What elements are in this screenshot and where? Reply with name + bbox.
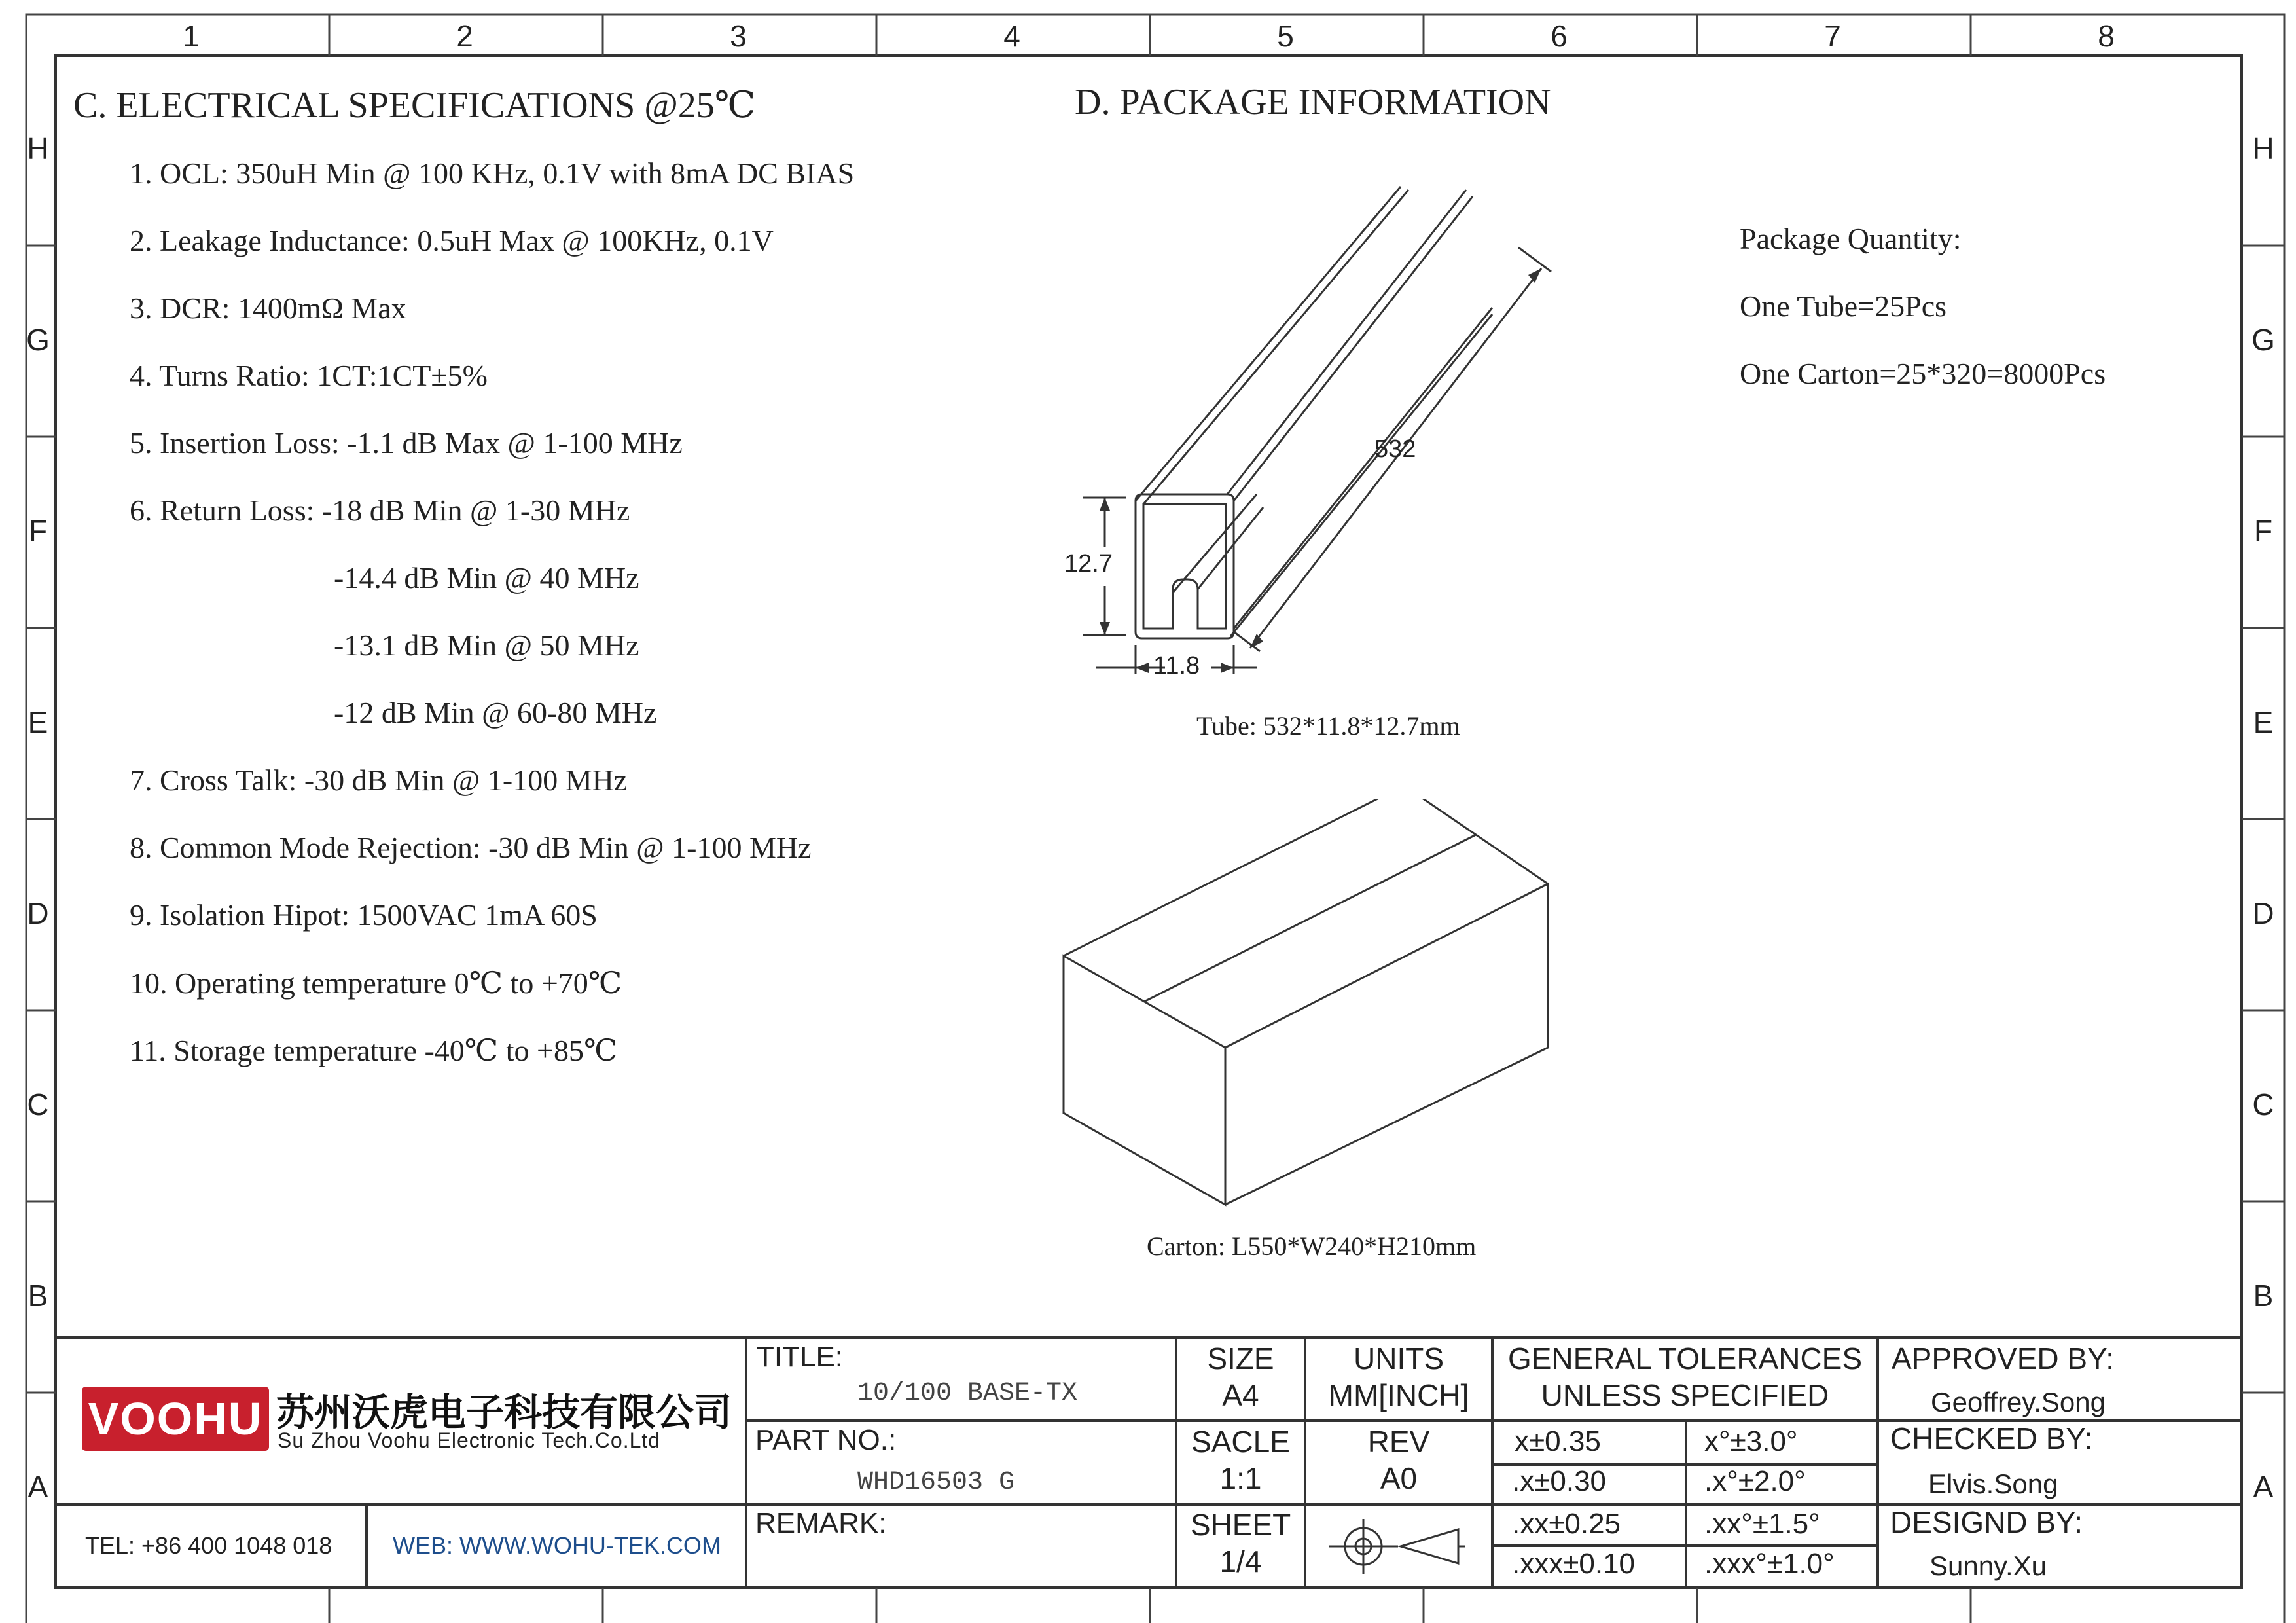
units-value: MM[INCH] <box>1328 1378 1469 1412</box>
tolerance-angular-2: .xx°±1.5° <box>1704 1508 1820 1540</box>
scale-value: 1:1 <box>1219 1461 1262 1495</box>
carton-drawing <box>1047 799 1571 1224</box>
tolerance-linear-1: .x±0.30 <box>1512 1465 1607 1497</box>
units-label: UNITS <box>1354 1341 1444 1376</box>
left-zone-ticks <box>26 246 56 1393</box>
zone-col-5: 5 <box>1277 19 1294 53</box>
contact-tel: TEL: +86 400 1048 018 <box>85 1532 332 1559</box>
dim-tube-height: 12.7 <box>1064 550 1113 577</box>
spec-item-dcr: 3. DCR: 1400mΩ Max <box>130 291 406 325</box>
zone-col-8: 8 <box>2098 19 2115 53</box>
checked-by-value: Elvis.Song <box>1928 1468 2058 1499</box>
zone-row-b-left: B <box>27 1279 48 1313</box>
zone-row-d-left: D <box>27 896 49 930</box>
approved-by-label: APPROVED BY: <box>1892 1341 2115 1376</box>
tolerance-angular-0: x°±3.0° <box>1704 1425 1798 1457</box>
zone-row-g-right: G <box>2251 323 2275 357</box>
dim-tube-width: 11.8 <box>1153 652 1200 680</box>
part-no-label: PART NO.: <box>755 1424 897 1456</box>
rev-value: A0 <box>1380 1461 1418 1495</box>
spec-item-leakage: 2. Leakage Inductance: 0.5uH Max @ 100KHz, 0.1V <box>130 224 774 257</box>
designed-by-value: Sunny.Xu <box>1929 1550 2047 1581</box>
zone-col-1: 1 <box>183 19 200 53</box>
zone-row-d-right: D <box>2252 896 2274 930</box>
spec-item-return-loss-50: -13.1 dB Min @ 50 MHz <box>334 629 639 662</box>
part-no-value: WHD16503 G <box>857 1468 1015 1497</box>
zone-row-e-left: E <box>27 705 48 739</box>
sheet-value: 1/4 <box>1219 1544 1262 1578</box>
tube-caption: Tube: 532*11.8*12.7mm <box>1196 711 1460 740</box>
company-name-en: Su Zhou Voohu Electronic Tech.Co.Ltd <box>278 1429 661 1452</box>
right-zone-ticks <box>2242 246 2284 1393</box>
company-name-cn: 苏州沃虎电子科技有限公司 <box>276 1391 732 1434</box>
tolerance-angular-1: .x°±2.0° <box>1704 1465 1806 1497</box>
spec-item-ocl: 1. OCL: 350uH Min @ 100 KHz, 0.1V with 8mA DC BIAS <box>130 156 855 190</box>
tube-quantity: One Tube=25Pcs <box>1740 289 1947 323</box>
spec-item-turns-ratio: 4. Turns Ratio: 1CT:1CT±5% <box>130 359 488 392</box>
zone-row-e-right: E <box>2253 705 2274 739</box>
spec-item-return-loss-40: -14.4 dB Min @ 40 MHz <box>334 561 639 594</box>
tolerance-angular-3: .xxx°±1.0° <box>1704 1548 1835 1580</box>
remark-label: REMARK: <box>755 1507 887 1539</box>
electrical-spec-title: C. ELECTRICAL SPECIFICATIONS @25℃ <box>73 85 756 126</box>
zone-row-c-left: C <box>27 1087 49 1122</box>
spec-item-cross-talk: 7. Cross Talk: -30 dB Min @ 1-100 MHz <box>130 763 628 797</box>
title-label: TITLE: <box>757 1341 844 1373</box>
contact-web-link[interactable]: WEB: WWW.WOHU-TEK.COM <box>393 1532 721 1559</box>
spec-item-storage-temp: 11. Storage temperature -40℃ to +85℃ <box>130 1034 618 1067</box>
dim-tube-length: 532 <box>1374 435 1416 463</box>
zone-row-h-left: H <box>27 132 49 166</box>
designed-by-label: DESIGND BY: <box>1890 1505 2083 1539</box>
zone-col-3: 3 <box>730 19 747 53</box>
spec-item-operating-temp: 10. Operating temperature 0℃ to +70℃ <box>130 966 622 1000</box>
rev-label: REV <box>1367 1425 1430 1459</box>
size-label: SIZE <box>1207 1341 1274 1376</box>
bottom-zone-ticks <box>329 1588 1971 1623</box>
tolerance-title-2: UNLESS SPECIFIED <box>1541 1378 1829 1412</box>
spec-item-return-loss-60-80: -12 dB Min @ 60-80 MHz <box>334 696 657 729</box>
zone-col-2: 2 <box>456 19 473 53</box>
zone-col-4: 4 <box>1003 19 1020 53</box>
zone-col-6: 6 <box>1551 19 1568 53</box>
carton-caption: Carton: L550*W240*H210mm <box>1147 1231 1477 1261</box>
spec-item-hipot: 9. Isolation Hipot: 1500VAC 1mA 60S <box>130 898 598 932</box>
zone-row-c-right: C <box>2252 1087 2274 1122</box>
zone-col-7: 7 <box>1824 19 1841 53</box>
zone-row-h-right: H <box>2252 132 2274 166</box>
top-zone-ticks <box>329 14 1971 56</box>
spec-item-insertion-loss: 5. Insertion Loss: -1.1 dB Max @ 1-100 MHz <box>130 426 683 460</box>
spec-item-cmr: 8. Common Mode Rejection: -30 dB Min @ 1-100 MHz <box>130 831 812 864</box>
zone-row-f-left: F <box>28 514 48 548</box>
approved-by-value: Geoffrey.Song <box>1931 1387 2106 1417</box>
tolerance-linear-2: .xx±0.25 <box>1512 1508 1621 1540</box>
sheet-label: SHEET <box>1190 1508 1291 1542</box>
tolerance-title-1: GENERAL TOLERANCES <box>1507 1341 1863 1376</box>
spec-item-return-loss: 6. Return Loss: -18 dB Min @ 1-30 MHz <box>130 494 630 527</box>
carton-quantity: One Carton=25*320=8000Pcs <box>1740 357 2106 390</box>
package-quantity-label: Package Quantity: <box>1740 222 1962 255</box>
tube-drawing <box>1034 170 1610 694</box>
tolerance-linear-3: .xxx±0.10 <box>1512 1548 1636 1580</box>
zone-row-g-left: G <box>26 323 50 357</box>
title-value: 10/100 BASE-TX <box>857 1379 1078 1408</box>
projection-symbol-icon <box>1329 1519 1465 1574</box>
zone-row-a-left: A <box>27 1470 48 1504</box>
zone-row-a-right: A <box>2253 1470 2274 1504</box>
package-info-title: D. PACKAGE INFORMATION <box>1075 82 1551 122</box>
logo-text: VOOHU <box>88 1393 263 1444</box>
company-logo <box>82 1387 269 1451</box>
scale-label: SACLE <box>1191 1425 1290 1459</box>
zone-row-f-right: F <box>2253 514 2273 548</box>
checked-by-label: CHECKED BY: <box>1890 1421 2093 1455</box>
tolerance-linear-0: x±0.35 <box>1515 1425 1601 1457</box>
size-value: A4 <box>1222 1378 1259 1412</box>
zone-row-b-right: B <box>2253 1279 2274 1313</box>
